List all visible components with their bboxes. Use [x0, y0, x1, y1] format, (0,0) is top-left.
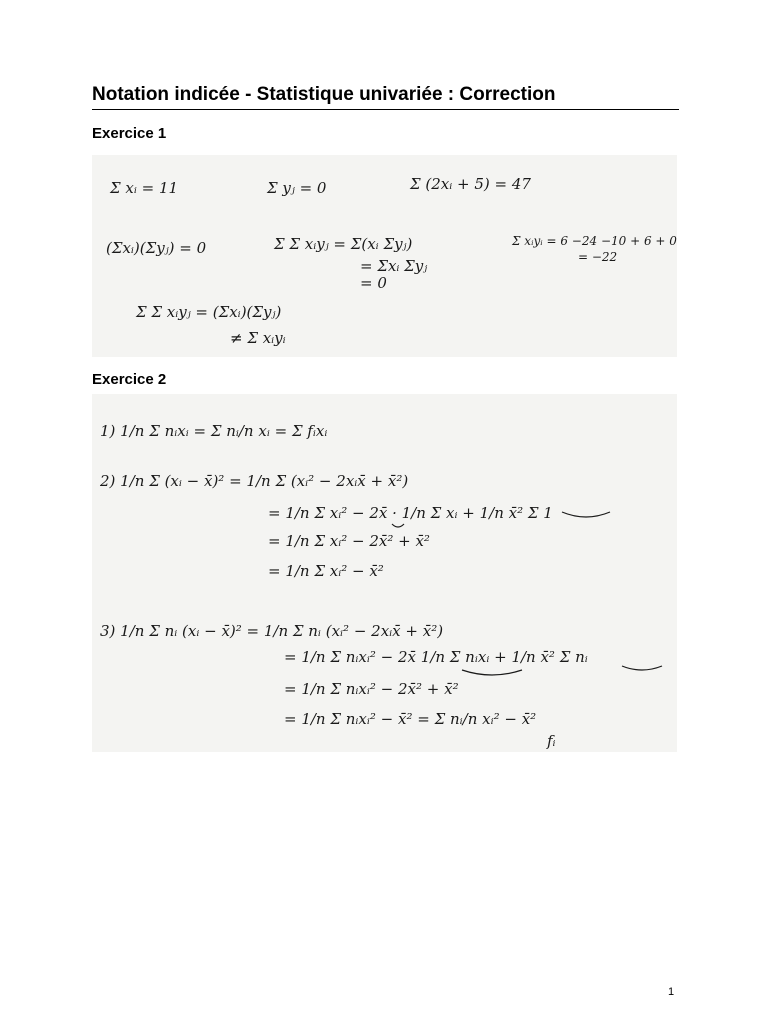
- ex2-line-3b: = 1/n Σ nᵢxᵢ² − 2x̄ 1/n Σ nᵢxᵢ + 1/n x̄² Σ nᵢ: [284, 648, 588, 666]
- ex1-line-b: Σ yⱼ = 0: [267, 179, 327, 197]
- ex2-line-2d: = 1/n Σ xᵢ² − x̄²: [268, 562, 384, 580]
- document-title: Notation indicée - Statistique univariée : Correction: [92, 84, 679, 110]
- ex2-line-2a: 2) 1/n Σ (xᵢ − x̄)² = 1/n Σ (xᵢ² − 2xᵢx̄ + x̄²): [100, 472, 409, 490]
- page-number: 1: [668, 986, 675, 998]
- ex1-line-c: Σ (2xᵢ + 5) = 47: [410, 175, 531, 193]
- exercice-1-heading: Exercice 1: [92, 125, 167, 142]
- ex3-underbrace-marks: [462, 666, 662, 675]
- ex1-line-e: Σ Σ xᵢyⱼ = Σ(xᵢ Σyⱼ): [274, 235, 413, 253]
- ex1-line-k: ≠ Σ xᵢyᵢ: [230, 329, 286, 347]
- ex1-line-i: = −22: [578, 250, 618, 264]
- ex2-line-3d: = 1/n Σ nᵢxᵢ² − x̄² = Σ nᵢ/n xᵢ² − x̄²: [284, 710, 537, 728]
- ex1-line-g: = 0: [360, 274, 387, 292]
- ex1-line-j: Σ Σ xᵢyⱼ = (Σxᵢ)(Σyⱼ): [136, 303, 282, 321]
- exercice-1-handwritten-scan: [92, 155, 677, 357]
- ex2-line-1: 1) 1/n Σ nᵢxᵢ = Σ nᵢ/n xᵢ = Σ fᵢxᵢ: [100, 422, 328, 440]
- exercice-2-handwritten-scan: [92, 394, 677, 752]
- ex1-line-h: Σ xᵢyᵢ = 6 −24 −10 + 6 + 0: [512, 234, 677, 248]
- ex2-fi-annotation: fᵢ: [547, 732, 556, 750]
- ex1-line-d: (Σxᵢ)(Σyⱼ) = 0: [106, 239, 207, 257]
- ex2-line-2b: = 1/n Σ xᵢ² − 2x̄ · 1/n Σ xᵢ + 1/n x̄² Σ 1: [268, 504, 553, 522]
- ex2-line-3c: = 1/n Σ nᵢxᵢ² − 2x̄² + x̄²: [284, 680, 459, 698]
- ex1-line-f: = Σxᵢ Σyⱼ: [360, 257, 428, 275]
- exercice-2-heading: Exercice 2: [92, 371, 167, 388]
- ex1-line-a: Σ xᵢ = 11: [110, 179, 179, 197]
- ex2-line-2c: = 1/n Σ xᵢ² − 2x̄² + x̄²: [268, 532, 430, 550]
- ex2-line-3a: 3) 1/n Σ nᵢ (xᵢ − x̄)² = 1/n Σ nᵢ (xᵢ² − 2xᵢx̄ + x̄²): [100, 622, 444, 640]
